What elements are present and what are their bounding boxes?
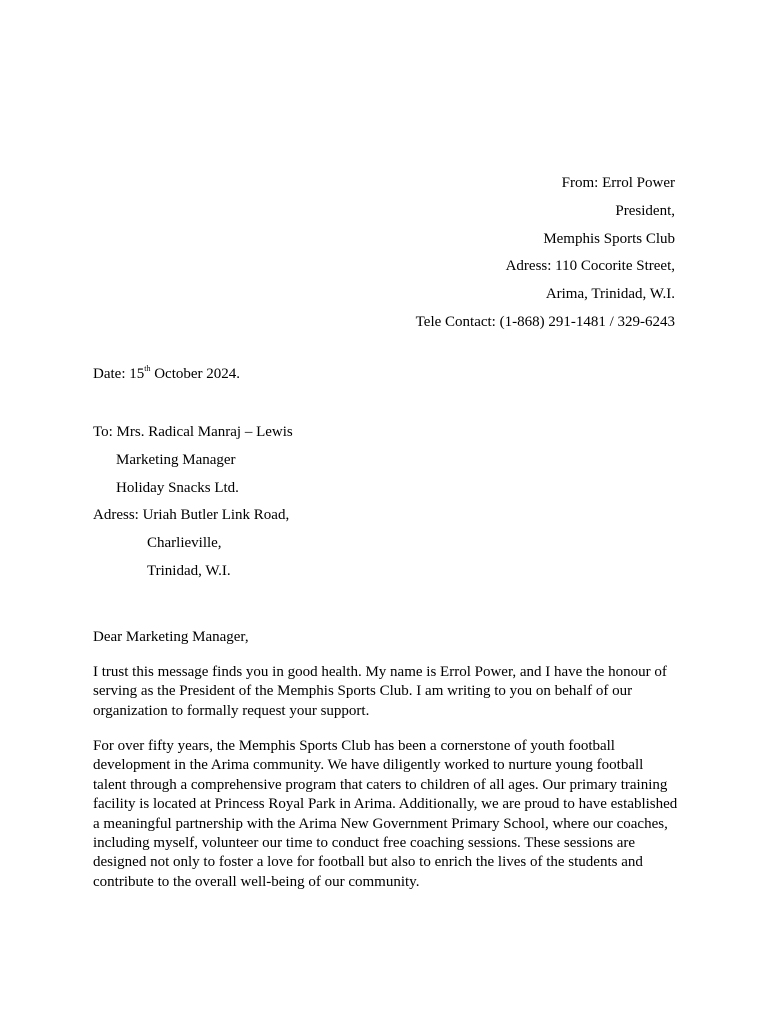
recipient-position: Marketing Manager <box>116 451 236 468</box>
sender-from: From: Errol Power <box>561 175 675 191</box>
sender-contact: Tele Contact: (1-868) 291-1481 / 329-6243 <box>415 313 675 330</box>
recipient-company: Holiday Snacks Ltd. <box>116 479 239 496</box>
date-ordinal-suffix: th <box>144 364 151 373</box>
recipient-address-line2: Charlieville, <box>147 535 222 552</box>
body-paragraph-2: For over fifty years, the Memphis Sports Club has been a cornerstone of youth football development in the Arima community. We have diligently worked to nurture young football talent through a comprehensive program that caters to children of all ages. Our primary training facility is located at Princess Royal Park in Arima. Additionally, we are proud to have established a meaningful partnership with the Arima New Government Primary School, where our coaches, including myself, volunteer our time to conduct free coaching sessions. These sessions are designed not only to foster a love for football but also to enrich the lives of the students and contribute to the overall well-being of our community. <box>93 738 678 890</box>
body-paragraph-1: I trust this message finds you in good health. My name is Errol Power, and I have the honour of serving as the President of the Memphis Sports Club. I am writing to you on behalf of our organization to formally request your support. <box>93 664 667 719</box>
salutation: Dear Marketing Manager, <box>93 629 249 645</box>
sender-address-line2: Arima, Trinidad, W.I. <box>545 286 675 303</box>
recipient-address-line1: Adress: Uriah Butler Link Road, <box>93 507 290 524</box>
sender-title: President, <box>615 202 675 219</box>
sender-organization: Memphis Sports Club <box>543 230 675 247</box>
letter-date <box>93 364 240 384</box>
sender-block <box>416 170 675 337</box>
recipient-address-line3: Trinidad, W.I. <box>147 562 231 579</box>
recipient-to: To: Mrs. Radical Manraj – Lewis <box>93 424 293 440</box>
date-rest: October 2024. <box>150 366 241 382</box>
recipient-block <box>93 419 293 586</box>
date-prefix: Date: 15 <box>93 366 145 382</box>
sender-address-line1: Adress: 110 Cocorite Street, <box>505 258 675 275</box>
